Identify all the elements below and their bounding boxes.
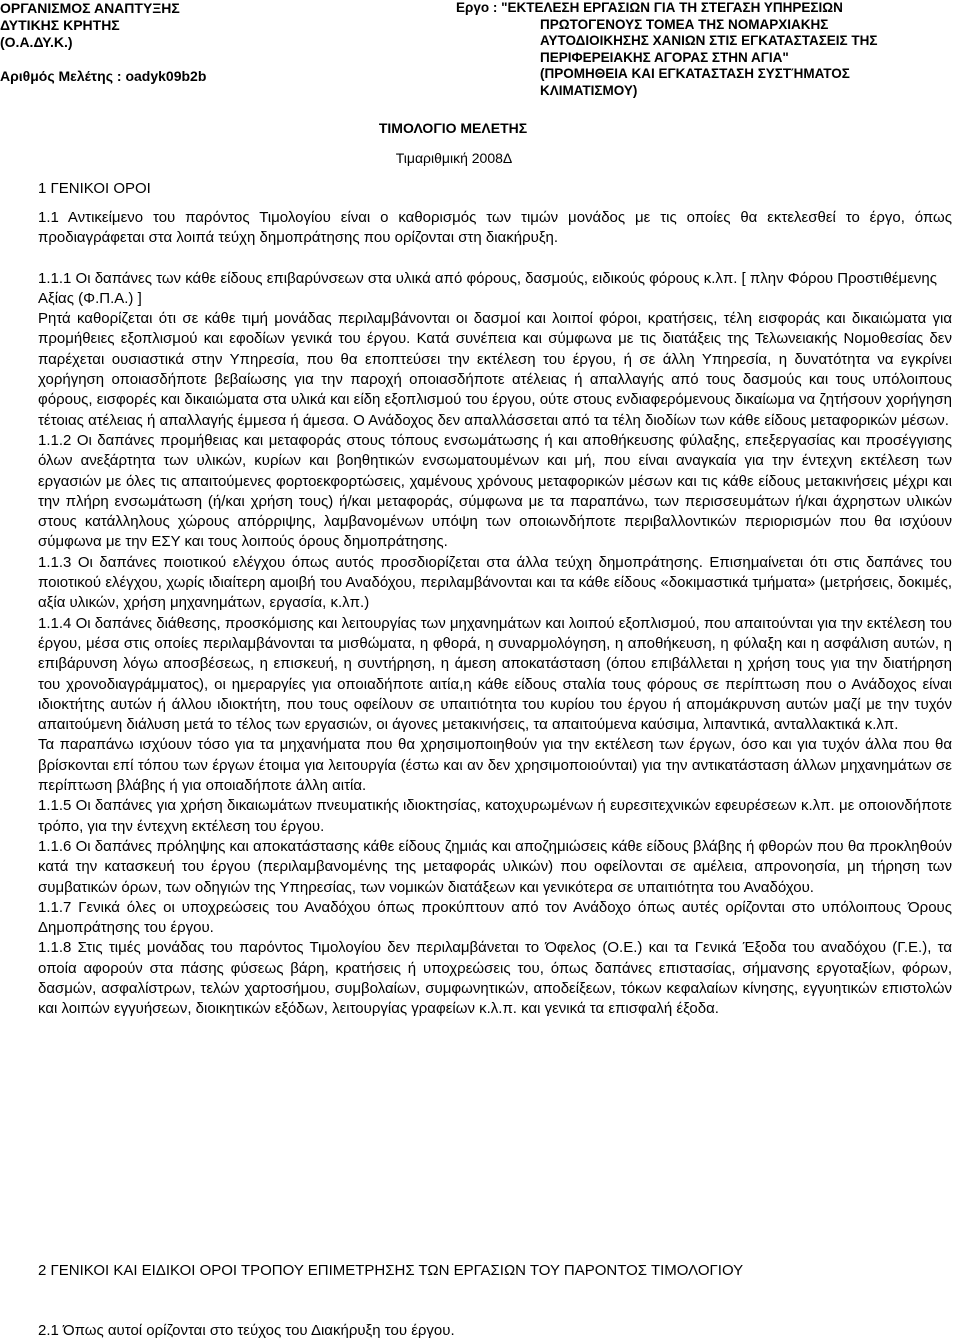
project-header <box>456 0 956 99</box>
project-line-3: ΑΥΤΟΔΙΟΙΚΗΣΗΣ ΧΑΝΙΩΝ ΣΤΙΣ ΕΓΚΑΤΑΣΤΑΣΕΙΣ ΤΗΣ <box>540 33 878 48</box>
paragraph-1-1: 1.1 Αντικείμενο του παρόντος Τιμολογίου είναι ο καθορισμός των τιμών μονάδος με τις οποίες θα εκτελεσθεί το έργο, όπως προδιαγράφεται στα λοιπά τεύχη δημοπράτησης που ορίζονται στη διακήρυξη. <box>38 209 952 247</box>
project-line-2: ΠΡΩΤΟΓΕΝΟΥΣ ΤΟΜΕΑ ΤΗΣ ΝΟΜΑΡΧΙΑΚΗΣ <box>540 16 829 32</box>
paragraph-1-1-7: 1.1.7 Γενικά όλες οι υποχρεώσεις του Αναδόχου όπως προκύπτουν από τον Ανάδοχο όπως αυτές ορίζονται στο υπόλοιπους Όρους Δημοπράτησης του έργου. <box>38 898 952 937</box>
document-subtitle: Τιμαριθμική 2008Δ <box>395 150 513 166</box>
paragraph-1-1-2: 1.1.2 Οι δαπάνες προμήθειας και μεταφοράς στους τόπους ενσωμάτωσης ή και αποθήκευσης φύλαξης, επεξεργασίας και προσέγγισης όλων ανεξάρτητα των υλικών, κυρίων και βοηθητικών ενσωματουμένων και μή, που είναι αναγκαία για την έντεχνη εκτέλεση των εργασιών με όλες τις απαιτούμενες φορτοεκφορτώσεις, χαμένους χρόνους μεταφορικών μέσων και τις κάθε είδους μετακινήσεις μέχρι και την πλήρη ενσωμάτωση (ή/και χρήση τους) ή/και μεταφοράς, σύμφωνα με τα παραπάνω, των περισσευμάτων ή/και άχρηστων υλικών στους κατάλληλους χώρους απόρριψης, λαμβανομένων υπόψη των οποιωνδήποτε περιβαλλοντικών περιορισμών που θα ισχύουν σύμφωνα με την ΕΣΥ και τους λοιπούς όρους δημοπράτησης. <box>38 431 952 551</box>
org-name-line-1: ΟΡΓΑΝΙΣΜΟΣ ΑΝΑΠΤΥΞΗΣ <box>0 0 180 16</box>
project-line-4: ΠΕΡΙΦΕΡΕΙΑΚΗΣ ΑΓΟΡΑΣ ΣΤΗΝ ΑΓΙΑ" <box>540 49 789 65</box>
org-abbreviation: (Ο.Α.ΔΥ.Κ.) <box>0 34 73 50</box>
paragraph-1-1-8: 1.1.8 Στις τιμές μονάδας του παρόντος Τιμολογίου δεν περιλαμβάνεται το Όφελος (Ο.Ε.) και τα Γενικά Έξοδα του αναδόχου (Γ.Ε.), τα οποία αφορούν στα πάσης φύσεως βάρη, κρατήσεις ή υποχρεώσεις του, όπως δαπάνες επιστασίας, σήμανσης εργοταξίων, φόρων, δασμών, ασφαλίστρων, τελών χαρτοσήμου, συμβολαίων, συμφωνητικών, αποδείξεων, τόκων κεφαλαίων κίνησης, εγγυητικών επιστολών και λοιπών εγγυήσεων, διοικητικών εξόδων, λειτουργίας γραφείων κ.λ.π. και γενικά τα επισφαλή έξοδα. <box>38 939 952 1018</box>
paragraph-1-1-3: 1.1.3 Οι δαπάνες ποιοτικού ελέγχου όπως αυτός προσδιορίζεται στα άλλα τεύχη δημοπράτησης. Επισημαίνεται ότι στις δαπάνες του ποιοτικού ελέγχου, χωρίς ιδιαίτερη αμοιβή του Αναδόχου, περιλαμβάνονται και τα κάθε είδους «δοκιμαστικά τμήματα» (μετρήσεις, δοκιμές, αξία υλικών, χρήση μηχανημάτων, εργασία, κ.λπ.) <box>38 553 952 612</box>
paragraph-1-1-4: 1.1.4 Οι δαπάνες διάθεσης, προσκόμισης και λειτουργίας των μηχανημάτων και λοιπού εξοπλισμού, που απαιτούνται για την εκτέλεση του έργου, μέσα στις οποίες περιλαμβάνονται τα μισθώματα, η φθορά, η συναρμολόγηση, η αποθήκευση, η φύλαξη και η ασφάλιση αυτών, η επιβάρυνση λόγω αποσβέσεως, η επισκευή, η συντήρηση, η άμεση αποκατάσταση (όπου επιβάλλεται η χρήση τους για την διατήρηση του χρονοδιαγράμματος), οι ημεραργίες για οποιαδήποτε αιτία,η κάθε είδους σταλία τους φόρους σε περίπτωση που ο Ανάδοχος είναι ιδιοκτήτης αυτών ή άλλου ιδιοκτήτη, που τους οφείλουν σε υπαιτιότητα του κυρίου του έργου ή απομάκρυνση αυτών μαζί με την τυχόν απαιτούμενη διάλυση μετά το τέλος των εργασιών, οι άγονες μετακινήσεις, τα απαιτούμενα καύσιμα, λιπαντικά, ανταλλακτικά κ.λπ. <box>38 614 952 734</box>
paragraph-1-1-4-continued: Τα παραπάνω ισχύουν τόσο για τα μηχανήματα που θα χρησιμοποιηθούν για την εκτέλεση των έργων, όσο και για τυχόν άλλα που θα βρίσκονται επί τόπου των έργων έτοιμα για λειτουργία (έστω και αν δεν χρησιμοποιούνται) για την αντικατάσταση άλλων μηχανημάτων σε περίπτωση βλάβης ή για οποιαδήποτε άλλη αιτία. <box>38 736 952 795</box>
study-number: Αριθμός Μελέτης : oadyk09b2b <box>0 68 207 84</box>
project-line-6: ΚΛΙΜΑΤΙΣΜΟΥ) <box>540 82 638 98</box>
paragraph-2-1: 2.1 Όπως αυτοί ορίζονται στο τεύχος του Διακήρυξη του έργου. <box>38 1322 455 1339</box>
organization-header <box>0 0 420 85</box>
document-title-block <box>0 120 960 166</box>
paragraph-1-1-5: 1.1.5 Οι δαπάνες για χρήση δικαιωμάτων πνευματικής ιδιοκτησίας, κατοχυρωμένων ή ευρεσιτεχνικών εφευρέσεων κ.λπ. με οποιονδήποτε τρόπο, για την έντεχνη εκτέλεση του έργου. <box>38 797 952 835</box>
project-line-5: (ΠΡΟΜΗΘΕΙΑ ΚΑΙ ΕΓΚΑΤΑΣΤΑΣΗ ΣΥΣΤΉΜΑΤΟΣ <box>540 66 850 81</box>
paragraph-1-1-6: 1.1.6 Οι δαπάνες πρόληψης και αποκατάστασης κάθε είδους ζημιάς και αποζημιώσεις κάθε είδους βλάβης ή φθορών που θα προκληθούν κατά την κατασκευή του έργου (περιλαμβανομένης της μεταφοράς υλικών) που οφείλονται σε αμέλεια, απρονοησία, μη τήρηση των συμβατικών όρων, των οδηγιών της Υπηρεσίας, των νομικών διατάξεων και γενικότερα σε υπαιτιότητα του Αναδόχου. <box>38 837 952 896</box>
paragraph-1-1-1-heading: 1.1.1 Οι δαπάνες των κάθε είδους επιβαρύνσεων στα υλικά από φόρους, δασμούς, ειδικούς φόρους κ.λπ. [ πλην Φόρου Προστιθέμενης Αξίας (Φ.Π.Α.) ] <box>38 269 937 307</box>
project-line-1: Εργο : "ΕΚΤΕΛΕΣΗ ΕΡΓΑΣΙΩΝ ΓΙΑ ΤΗ ΣΤΕΓΑΣΗ ΥΠΗΡΕΣΙΩΝ <box>456 0 843 15</box>
org-name-line-2: ΔΥΤΙΚΗΣ ΚΡΗΤΗΣ <box>0 17 120 33</box>
document-title: ΤΙΜΟΛΟΓΙΟ ΜΕΛΕΤΗΣ <box>378 120 528 136</box>
section-1-heading: 1 ΓΕΝΙΚΟΙ ΟΡΟΙ <box>38 180 151 197</box>
paragraph-1-1-1-body: Ρητά καθορίζεται ότι σε κάθε τιμή μονάδας περιλαμβάνονται οι δασμοί και λοιποί φόροι, κρατήσεις, τέλη εισφοράς και δικαιώματα για προμήθειες εξοπλισμού και εφοδίων γενικά του έργου. Κατά συνέπεια και σύμφωνα με τις διατάξεις της Τελωνειακής Νομοθεσίας δεν παρέχεται ουσιαστικά στην Υπηρεσία, που θα εποπτεύσει την εκτέλεση του έργου, ή σε άλλη Υπηρεσία, η δυνατότητα να εγκρίνει χορήγηση οποιασδήποτε βεβαίωσης για την παροχή οποιασδήποτε ατέλειας ή απαλλαγής από τους δασμούς και τους υπόλοιπους φόρους, εισφορές και δικαιώματα στα υλικά και είδη εξοπλισμού του έργου, ούτε στους ενδιαφερόμενους δικαίωμα να ζητήσουν χορήγηση τέτοιας ατέλειας ή απαλλαγής έμμεσα ή άμεσα. Ο Ανάδοχος δεν απαλλάσσεται από τα τέλη διοδίων των κάθε είδους μεταφορικών μέσων. <box>38 310 952 429</box>
document-body <box>38 208 952 1020</box>
section-2-heading: 2 ΓΕΝΙΚΟΙ ΚΑΙ ΕΙΔΙΚΟΙ ΟΡΟΙ ΤΡΟΠΟΥ ΕΠΙΜΕΤΡΗΣΗΣ ΤΩΝ ΕΡΓΑΣΙΩΝ ΤΟΥ ΠΑΡΟΝΤΟΣ ΤΙΜΟΛΟΓΙΟΥ <box>38 1262 744 1279</box>
